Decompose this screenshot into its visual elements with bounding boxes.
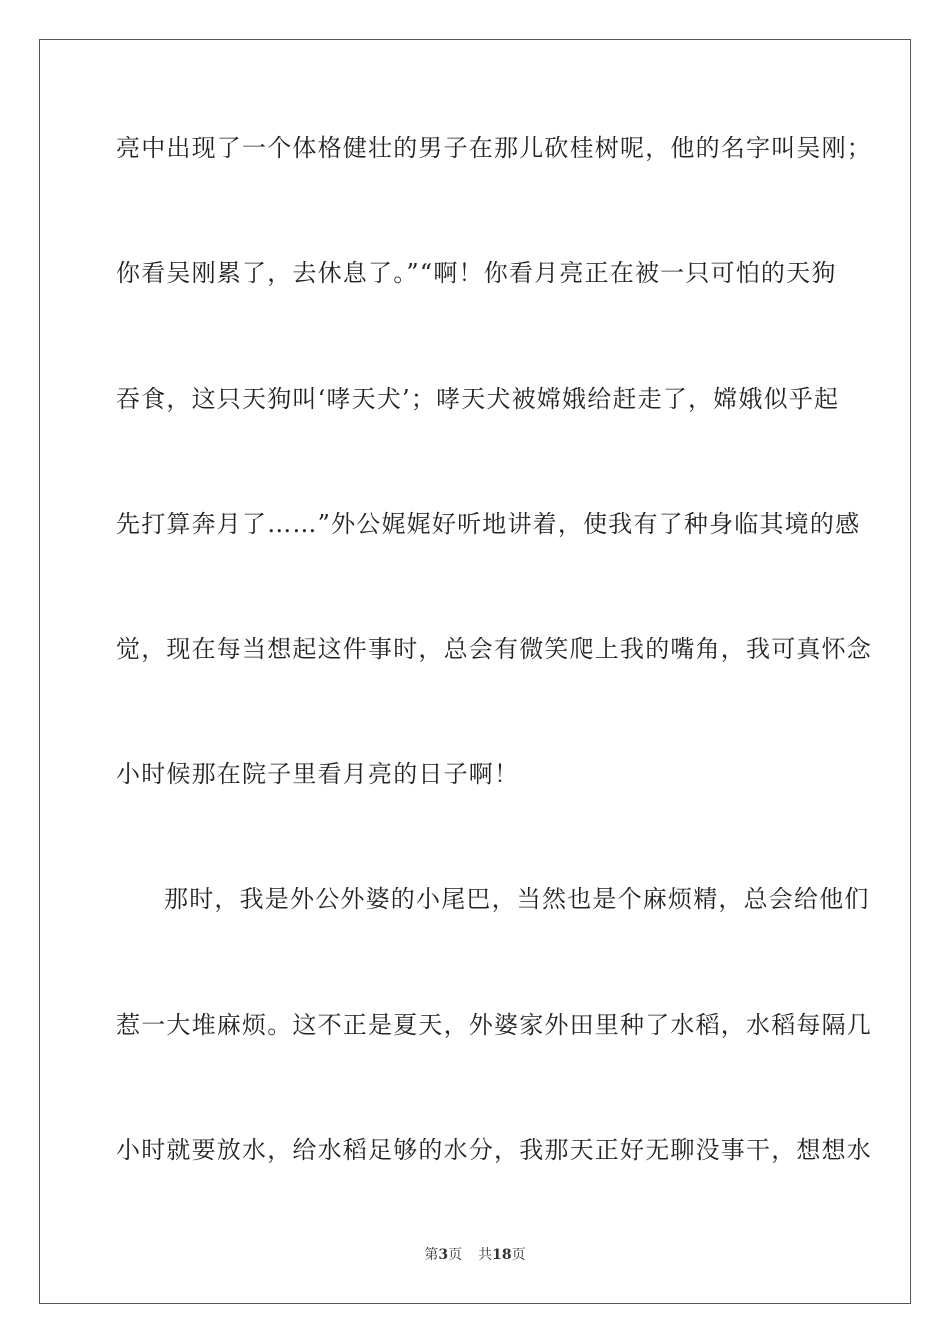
page-footer <box>0 1246 950 1264</box>
total-pages-number: 18 <box>492 1247 512 1263</box>
total-suffix: 页 <box>511 1247 526 1263</box>
text-line-2: 你看吴刚累了，去休息了。”“啊！你看月亮正在被一只可怕的天狗 <box>116 259 837 287</box>
paragraph-start-line: 那时，我是外公外婆的小尾巴，当然也是个麻烦精，总会给他们 <box>164 885 870 913</box>
page-suffix: 页 <box>448 1247 463 1263</box>
text-line-9: 小时就要放水，给水稻足够的水分，我那天正好无聊没事干，想想水 <box>116 1136 872 1164</box>
text-line-3: 吞食，这只天狗叫‘哮天犬’；哮天犬被嫦娥给赶走了，嫦娥似乎起 <box>116 385 840 413</box>
total-prefix: 共 <box>478 1247 493 1263</box>
text-line-5: 觉，现在每当想起这件事时，总会有微笑爬上我的嘴角，我可真怀念 <box>116 635 872 663</box>
text-line-1: 亮中出现了一个体格健壮的男子在那儿砍桂树呢，他的名字叫吴刚； <box>116 134 872 162</box>
page-prefix: 第 <box>424 1247 439 1263</box>
text-line-8: 惹一大堆麻烦。这不正是夏天，外婆家外田里种了水稻，水稻每隔几 <box>116 1011 872 1039</box>
current-page-number: 3 <box>438 1247 449 1263</box>
text-line-4: 先打算奔月了……”外公娓娓好听地讲着，使我有了种身临其境的感 <box>116 510 861 538</box>
text-line-6: 小时候那在院子里看月亮的日子啊！ <box>116 760 520 788</box>
page-frame <box>39 39 911 1304</box>
